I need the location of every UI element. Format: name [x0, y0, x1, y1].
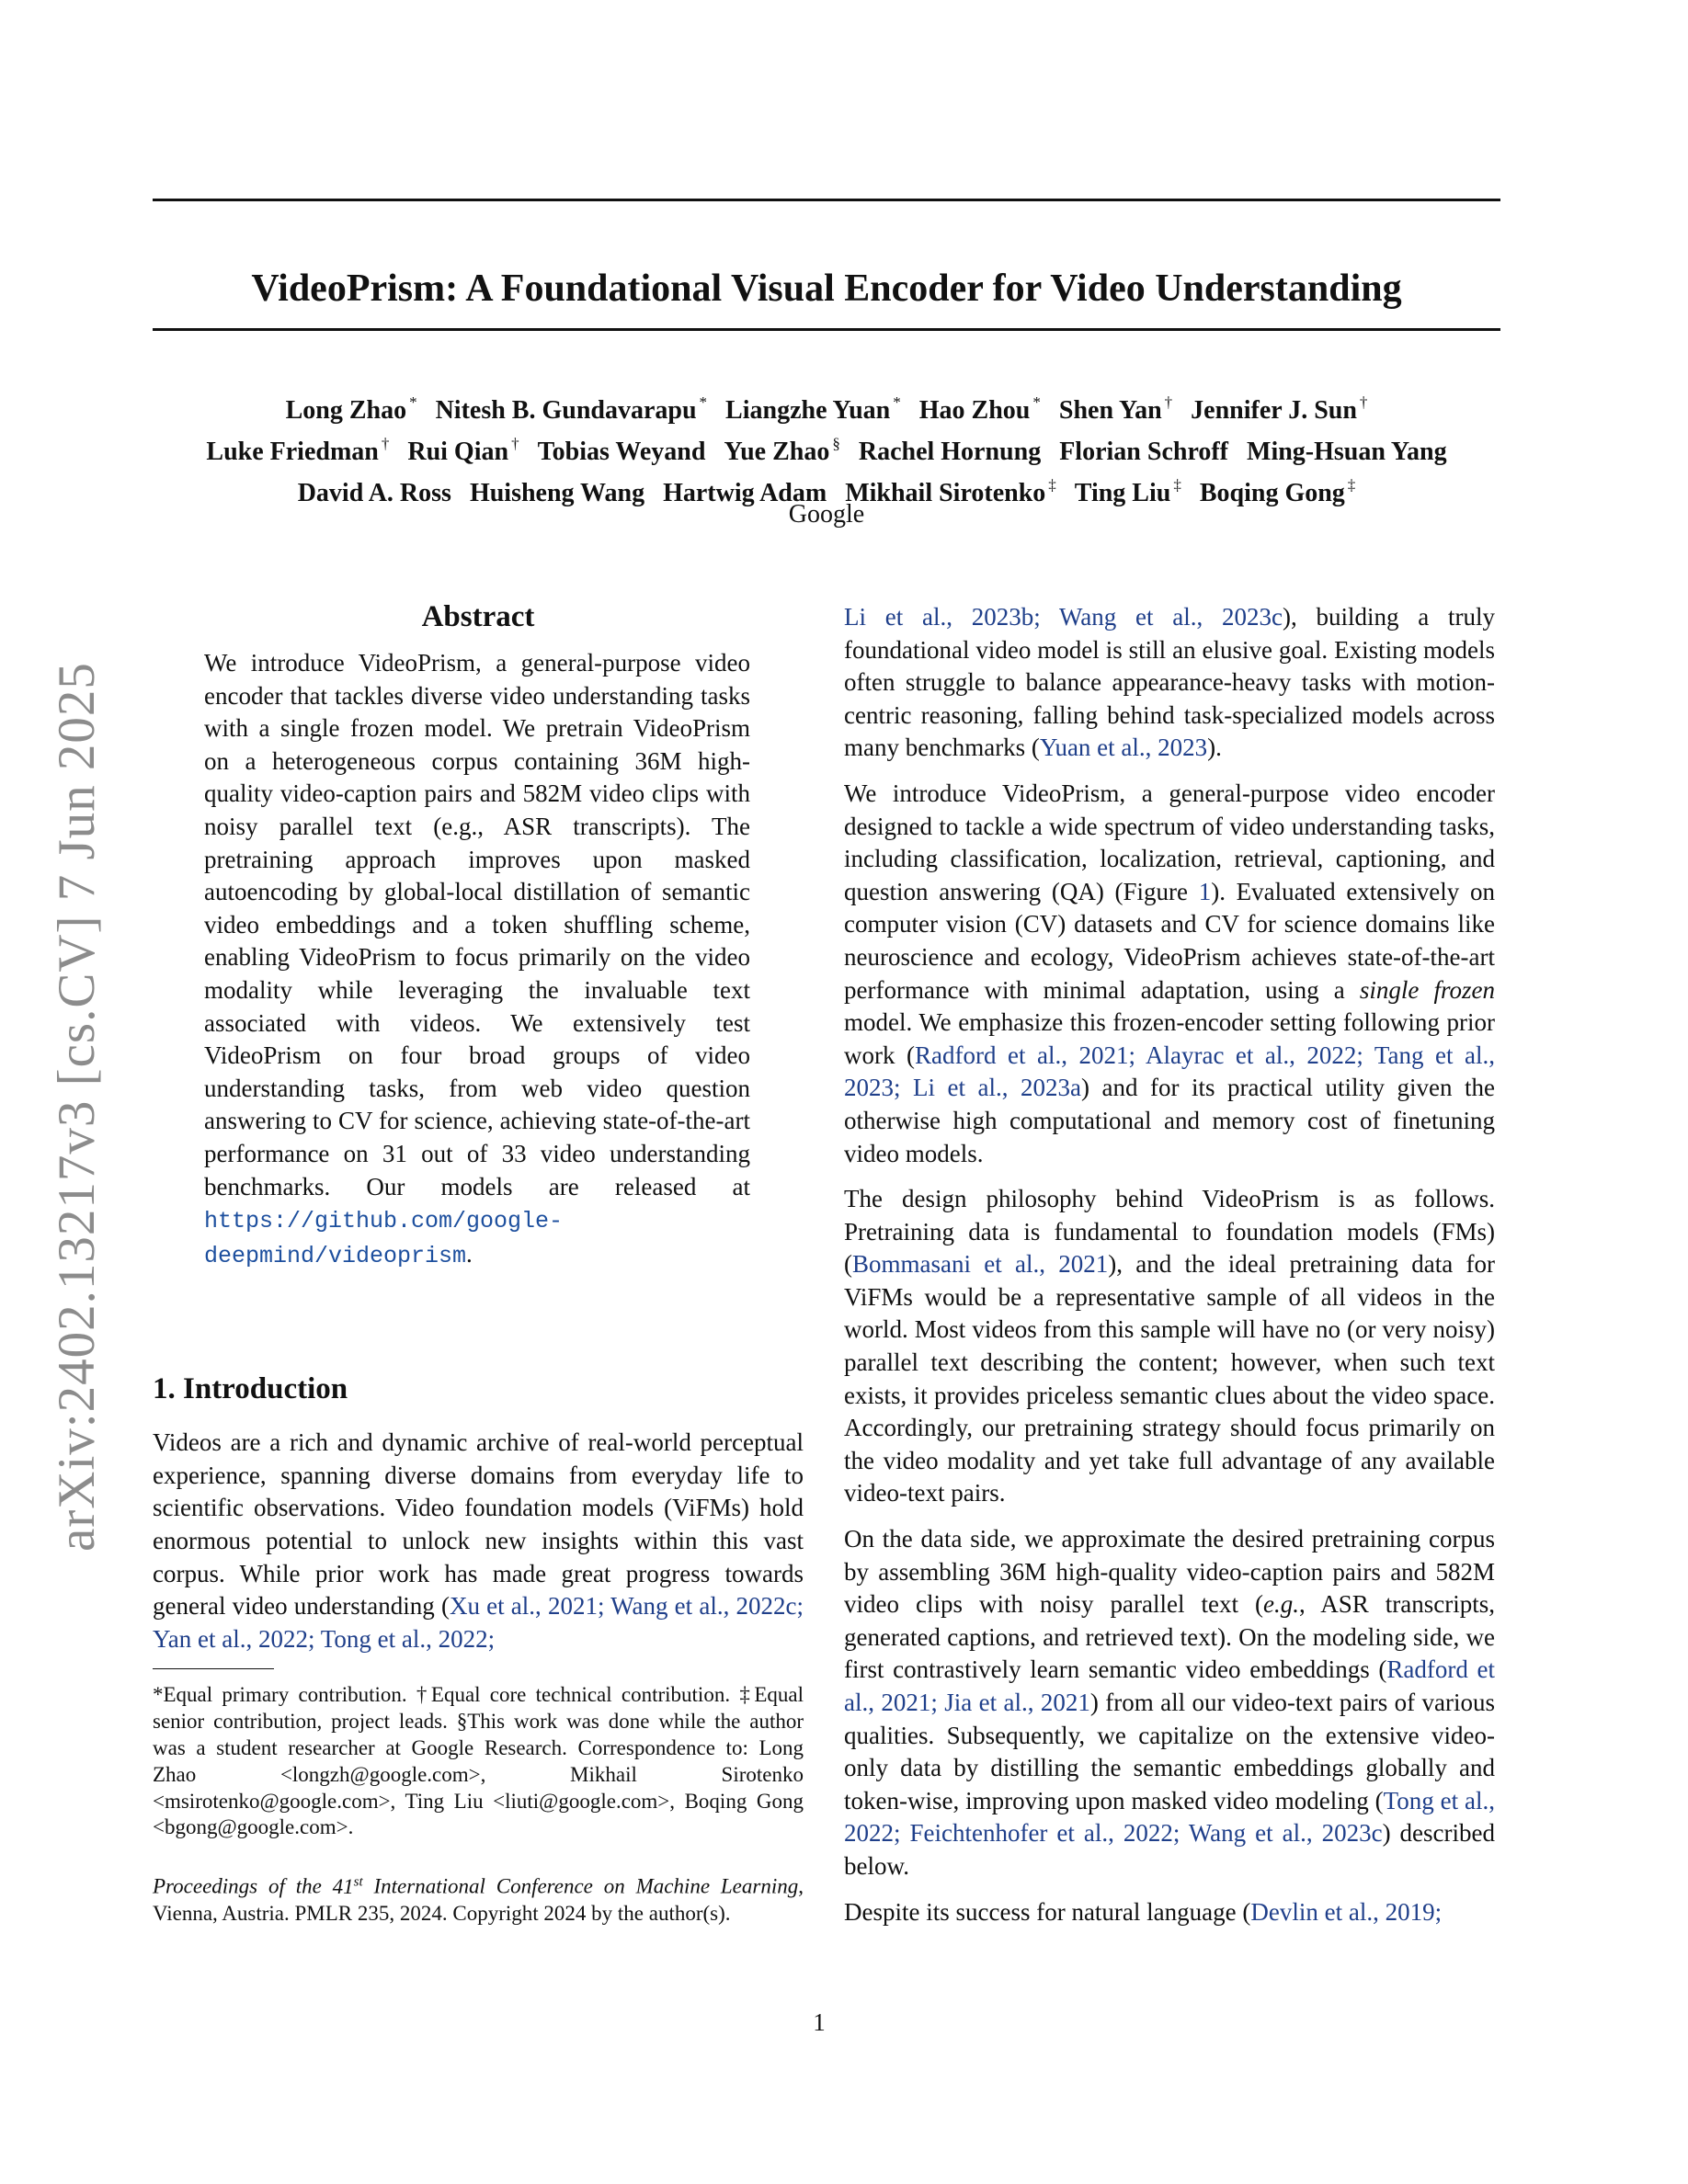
body-text: The design philosophy behind VideoPrism is as follows. Pretraining data is fundamental to foundation models (FMs) ( [844, 1185, 1495, 1279]
right-paragraph-0 [844, 601, 1495, 765]
body-text: ) and for its practical utility given the otherwise high computational and memory cost of finetuning video models. [844, 1074, 1495, 1167]
author-entry [286, 386, 417, 427]
right-column [844, 601, 1495, 1941]
emphasis: single frozen [1359, 975, 1495, 1004]
body-text: ) described below. [844, 1819, 1495, 1880]
author-name: Mikhail Sirotenko [845, 479, 1046, 507]
code-link[interactable]: https://github.com/google-deepmind/videoprism [204, 1208, 564, 1269]
author-entry [919, 386, 1041, 427]
proceedings-rest: , Vienna, Austria. PMLR 235, 2024. Copyright 2024 by the author(s). [153, 1874, 804, 1925]
right-paragraph-1 [844, 778, 1495, 1170]
footnote-rule [153, 1668, 274, 1669]
author-entry [724, 427, 839, 469]
author-affiliation-mark: † [381, 435, 390, 452]
arxiv-identifier: arXiv:2402.13217v3 [cs.CV] 7 Jun 2025 [48, 662, 106, 1552]
page-number: 1 [813, 2008, 826, 2036]
author-affiliation-mark: * [893, 393, 901, 411]
author-name: Liangzhe Yuan [725, 396, 891, 425]
proceedings-note [153, 1869, 804, 1927]
author-name: Luke Friedman [206, 438, 379, 466]
author-name: Florian Schroff [1059, 438, 1229, 466]
abstract-heading: Abstract [421, 600, 535, 633]
body-text: ). Evaluated extensively on computer vision (CV) datasets and CV for science domains like neuroscience and ecology, VideoPrism achieves state-of-the-art performance with minimal adaptation, using a [844, 877, 1495, 1004]
author-name: Ming-Hsuan Yang [1247, 438, 1447, 466]
author-affiliation-mark: † [1164, 393, 1173, 411]
citation-link[interactable]: Xu et al., 2021; Wang et al., 2022c; Yan et al., 2022; Tong et al., 2022; [153, 1592, 804, 1653]
abstract-text: We introduce VideoPrism, a general-purpose video encoder that tackles diverse video understanding tasks with a single frozen model. We pretrain VideoPrism on a heterogeneous corpus containing 36M high-quality video-caption pairs and 582M video clips with noisy parallel text (e.g., ASR transcripts). The pretraining approach improves upon masked autoencoding by global-local distillation of semantic video embeddings and a token shuffling scheme, enabling VideoPrism to focus primarily on the video modality while leveraging the invaluable text associated with videos. We extensively test VideoPrism on four broad groups of video understanding tasks, from web video question answering to CV for science, achieving state-of-the-art performance on 31 out of 33 video understanding benchmarks. Our models are released at [204, 649, 750, 1200]
figure-link[interactable]: 1 [1198, 877, 1212, 905]
author-name: Boqing Gong [1199, 479, 1345, 507]
body-text: , ASR transcripts, generated captions, and retrieved text). On the modeling side, we first contrastively learn semantic video embeddings ( [844, 1590, 1495, 1684]
body-text: On the data side, we approximate the desired pretraining corpus by assembling 36M high-quality video-caption pairs and 582M video clips with noisy parallel text ( [844, 1525, 1495, 1619]
citation-link[interactable]: Yuan et al., 2023 [1039, 734, 1208, 762]
author-name: Rachel Hornung [858, 438, 1042, 466]
author-name: Rui Qian [407, 438, 509, 466]
citation-link[interactable]: Bommasani et al., 2021 [852, 1250, 1109, 1279]
author-affiliation-mark: * [409, 393, 417, 411]
author-affiliation-mark: ‡ [1173, 476, 1181, 494]
author-affiliation-mark: * [1032, 393, 1041, 411]
right-paragraph-2 [844, 1183, 1495, 1510]
author-name: Jennifer J. Sun [1191, 396, 1357, 425]
author-name: David A. Ross [297, 479, 451, 507]
body-text: ), building a truly foundational video model is still an elusive goal. Existing models often struggle to balance appearance-heavy tasks with motion-centric reasoning, falling behind task-specialized models across many benchmarks ( [844, 603, 1495, 762]
author-name: Yue Zhao [724, 438, 830, 466]
author-name: Tobias Weyand [537, 438, 706, 466]
citation-link[interactable]: Devlin et al., 2019; [1250, 1897, 1443, 1926]
author-entry [1059, 386, 1172, 427]
author-name: Hao Zhou [918, 396, 1031, 425]
right-paragraph-4 [844, 1896, 1495, 1929]
body-text: ) from all our video-text pairs of various qualities. Subsequently, we capitalize on the extensive video-only data by distilling the semantic embeddings globally and token-wise, improving upon masked video modeling ( [844, 1689, 1495, 1814]
abstract-body [204, 647, 750, 1272]
intro-paragraph-1 [153, 1427, 804, 1655]
author-entry [725, 386, 901, 427]
author-entry [206, 427, 389, 469]
citation-link[interactable]: Radford et al., 2021; Alayrac et al., 2022; Tang et al., 2023; Li et al., 2023a [844, 1041, 1496, 1102]
author-affiliation-mark: § [832, 435, 840, 452]
author-affiliation-mark: † [511, 435, 519, 452]
title-rule-top [153, 199, 1500, 201]
author-entry [407, 427, 519, 469]
author-affiliation-mark: ‡ [1048, 476, 1056, 494]
intro-text: Videos are a rich and dynamic archive of real-world perceptual experience, spanning diverse domains from everyday life to scientific observations. Video foundation models (ViFMs) hold enormous potential to unlock new insights within this vast corpus. While prior work has made great progress towards general video understanding ( [153, 1428, 804, 1621]
citation-link[interactable]: Radford et al., 2021; Jia et al., 2021 [844, 1655, 1495, 1716]
author-name: Hartwig Adam [663, 479, 827, 507]
author-name: Shen Yan [1058, 396, 1162, 425]
author-entry [436, 386, 707, 427]
author-name: Nitesh B. Gundavarapu [435, 396, 697, 425]
footnotes: *Equal primary contribution. †Equal core technical contribution. ‡Equal senior contribution, project leads. §This work was done while the author was a student researcher at Google Research. Correspondence to: Long Zhao <longzh@google.com>, Mikhail Sirotenko <msirotenko@google.com>, Ting Liu <liuti@google.com>, Boqing Gong <bgong@google.com>. [153, 1683, 804, 1839]
title-rule-bottom [153, 328, 1500, 331]
author-list [110, 386, 1543, 510]
author-affiliation-mark: † [1359, 393, 1368, 411]
right-paragraph-3 [844, 1523, 1495, 1883]
abstract-end: . [466, 1239, 473, 1268]
citation-link[interactable]: Tong et al., 2022; Feichtenhofer et al., 2022; Wang et al., 2023c [844, 1786, 1496, 1848]
body-text: We introduce VideoPrism, a general-purpose video encoder designed to tackle a wide spectrum of video understanding tasks, including classification, localization, retrieval, captioning, and question answering (QA) (Figure [844, 779, 1495, 905]
emphasis: e.g. [1262, 1590, 1299, 1619]
proceedings-venue: Proceedings of the 41st International Conference on Machine Learning [153, 1874, 799, 1898]
author-name: Huisheng Wang [469, 479, 645, 507]
body-text: Despite its success for natural language ( [844, 1897, 1251, 1926]
affiliation: Google [788, 500, 865, 529]
section-heading-introduction: 1. Introduction [153, 1372, 348, 1406]
body-text: ), and the ideal pretraining data for ViFMs would be a representative sample of all videos in the world. Most videos from this sample will have no (or very noisy) parallel text describing the content; however, when such text exists, it provides priceless semantic clues about the video space. Accordingly, our pretraining strategy should focus primarily on the video modality and yet take full advantage of any available video-text pairs. [844, 1250, 1495, 1507]
paper-title: VideoPrism: A Foundational Visual Encoder for Video Understanding [251, 267, 1402, 311]
author-affiliation-mark: ‡ [1347, 476, 1356, 494]
body-text: model. We emphasize this frozen-encoder setting following prior work ( [844, 1008, 1495, 1069]
author-entry [1191, 386, 1367, 427]
body-text: ). [1207, 734, 1222, 762]
author-name: Ting Liu [1074, 479, 1171, 507]
citation-link[interactable]: Li et al., 2023b; Wang et al., 2023c [844, 603, 1283, 631]
author-name: Long Zhao [285, 396, 407, 425]
author-affiliation-mark: * [699, 393, 708, 411]
left-column [153, 597, 804, 1927]
